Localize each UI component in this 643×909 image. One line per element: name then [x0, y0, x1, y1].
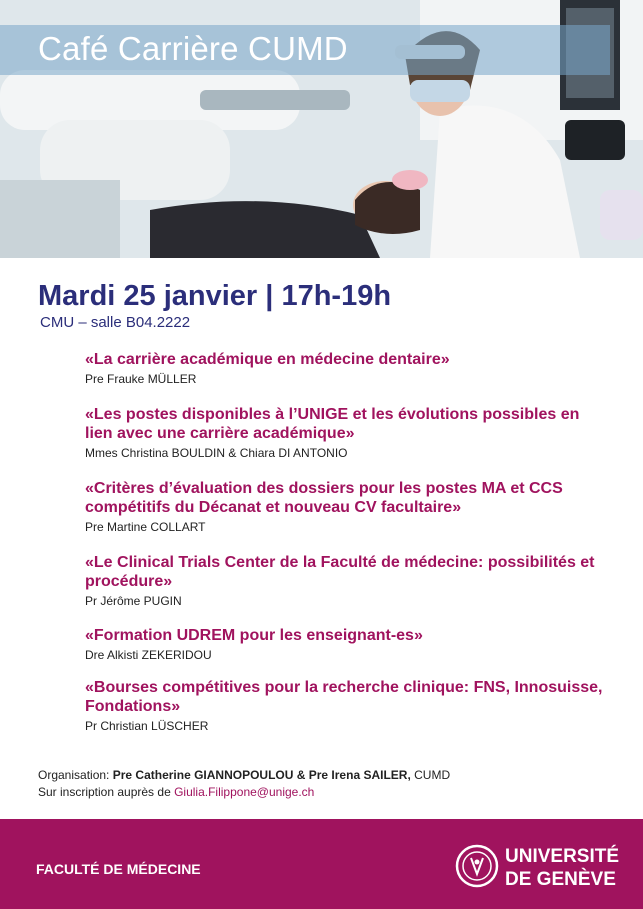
talk-speaker: Pr Christian LÜSCHER: [85, 719, 209, 733]
talk-title: «Le Clinical Trials Center de la Faculté de médecine: possibilités et procédure»: [85, 554, 595, 590]
event-location: CMU – salle B04.2222: [40, 314, 191, 331]
talk-title: «Critères d’évaluation des dossiers pour les postes MA et CCS compétitifs du Décanat et nouveau CV facultaire»: [85, 480, 563, 516]
hero-photo: [0, 0, 643, 258]
talk-title: «Bourses compétitives pour la recherche clinique: FNS, Innosuisse, Fondations»: [85, 679, 603, 715]
talk-speaker: Pre Martine COLLART: [85, 520, 206, 534]
university-seal-icon: [455, 844, 499, 888]
registration-email-link[interactable]: Giulia.Filippone@unige.ch: [174, 785, 315, 799]
talk-speaker: Mmes Christina BOULDIN & Chiara DI ANTONIO: [85, 446, 348, 460]
registration-line: [38, 784, 450, 801]
university-line-1: UNIVERSITÉ: [505, 846, 620, 867]
talk-item: [85, 678, 605, 733]
talk-item: [85, 405, 605, 460]
talk-title: «La carrière académique en médecine dentaire»: [85, 351, 450, 368]
university-logo-text: [505, 845, 619, 891]
organisation-line: [38, 767, 450, 784]
talk-item: [85, 479, 605, 534]
talk-item: [85, 553, 605, 608]
footer-band: [0, 819, 643, 909]
page-title: Café Carrière CUMD: [38, 30, 348, 67]
talk-item: [85, 350, 605, 386]
faculty-name: FACULTÉ DE MÉDECINE: [36, 861, 201, 877]
registration-text: Sur inscription auprès de: [38, 785, 175, 799]
talk-speaker: Pr Jérôme PUGIN: [85, 594, 182, 608]
organisation-suffix: CUMD: [410, 768, 451, 782]
talk-speaker: Dre Alkisti ZEKERIDOU: [85, 648, 212, 662]
organisation-prefix: Organisation:: [38, 768, 113, 782]
organisation-block: [38, 767, 450, 801]
talk-title: «Les postes disponibles à l’UNIGE et les évolutions possibles en lien avec une carrière académique»: [85, 406, 580, 442]
university-line-2: DE GENÈVE: [505, 869, 616, 890]
organisers: Pre Catherine GIANNOPOULOU & Pre Irena SAILER,: [112, 768, 411, 782]
talk-title: «Formation UDREM pour les enseignant-es»: [85, 627, 423, 644]
talk-item: [85, 626, 605, 662]
talk-speaker: Pre Frauke MÜLLER: [85, 372, 197, 386]
event-date: Mardi 25 janvier | 17h-19h: [38, 280, 392, 312]
